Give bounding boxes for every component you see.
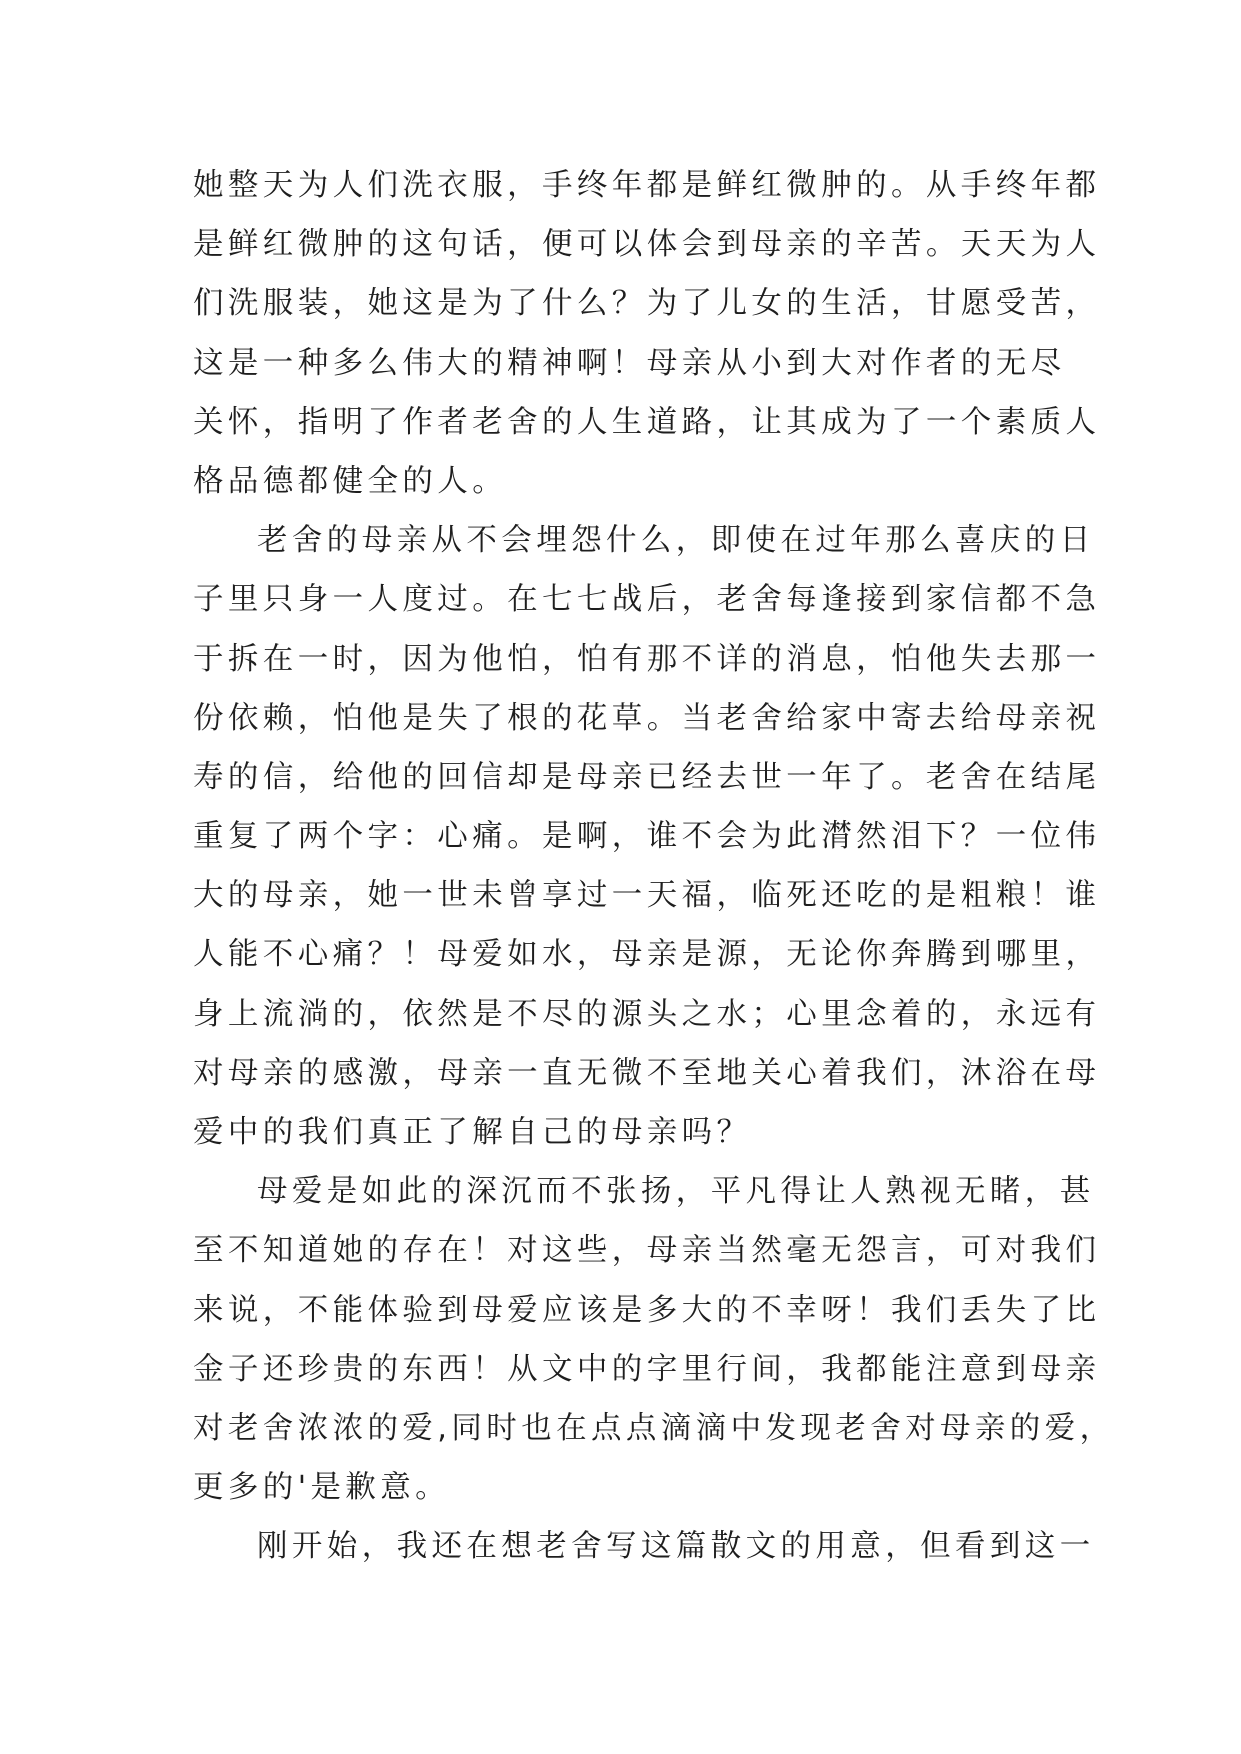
text-line: 于拆在一时，因为他怕，怕有那不详的消息，怕他失去那一 bbox=[193, 641, 1101, 677]
text-line: 这是一种多么伟大的精神啊！母亲从小到大对作者的无尽 bbox=[193, 345, 1066, 381]
text-line: 对母亲的感激，母亲一直无微不至地关心着我们，沐浴在母 bbox=[193, 1055, 1101, 1091]
text-line: 份依赖，怕他是失了根的花草。当老舍给家中寄去给母亲祝 bbox=[193, 700, 1101, 736]
text-line: 大的母亲，她一世未曾享过一天福，临死还吃的是粗粮！谁 bbox=[193, 878, 1101, 914]
text-line: 关怀，指明了作者老舍的人生道路，让其成为了一个素质人 bbox=[193, 404, 1101, 440]
text-line: 更多的'是歉意。 bbox=[193, 1470, 451, 1506]
body-text bbox=[193, 156, 1115, 1577]
text-line: 金子还珍贵的东西！从文中的字里行间，我都能注意到母亲 bbox=[193, 1351, 1101, 1387]
text-line: 格品德都健全的人。 bbox=[193, 463, 508, 499]
text-line: 寿的信，给他的回信却是母亲已经去世一年了。老舍在结尾 bbox=[193, 759, 1101, 795]
text-line: 至不知道她的存在！对这些，母亲当然毫无怨言，可对我们 bbox=[193, 1233, 1101, 1269]
text-line: 来说，不能体验到母爱应该是多大的不幸呀！我们丢失了比 bbox=[193, 1292, 1101, 1328]
text-line: 老舍的母亲从不会埋怨什么，即使在过年那么喜庆的日 bbox=[257, 523, 1095, 559]
text-line: 爱中的我们真正了解自己的母亲吗？ bbox=[193, 1115, 752, 1150]
text-line: 是鲜红微肿的这句话，便可以体会到母亲的辛苦。天天为人 bbox=[193, 227, 1101, 263]
text-line: 母爱是如此的深沉而不张扬，平凡得让人熟视无睹，甚 bbox=[257, 1174, 1095, 1210]
text-line: 刚开始，我还在想老舍写这篇散文的用意，但看到这一 bbox=[257, 1529, 1095, 1565]
text-line: 身上流淌的，依然是不尽的源头之水；心里念着的，永远有 bbox=[193, 996, 1101, 1032]
text-line: 子里只身一人度过。在七七战后，老舍每逢接到家信都不急 bbox=[193, 582, 1101, 618]
text-line: 她整天为人们洗衣服，手终年都是鲜红微肿的。从手终年都 bbox=[193, 168, 1101, 203]
text-line: 重复了两个字：心痛。是啊，谁不会为此潸然泪下？一位伟 bbox=[193, 819, 1101, 855]
text-line: 人能不心痛？！母爱如水，母亲是源，无论你奔腾到哪里， bbox=[193, 937, 1101, 973]
text-line: 对老舍浓浓的爱,同时也在点点滴滴中发现老舍对母亲的爱， bbox=[193, 1410, 1115, 1446]
text-line: 们洗服装，她这是为了什么？为了儿女的生活，甘愿受苦， bbox=[193, 286, 1101, 322]
